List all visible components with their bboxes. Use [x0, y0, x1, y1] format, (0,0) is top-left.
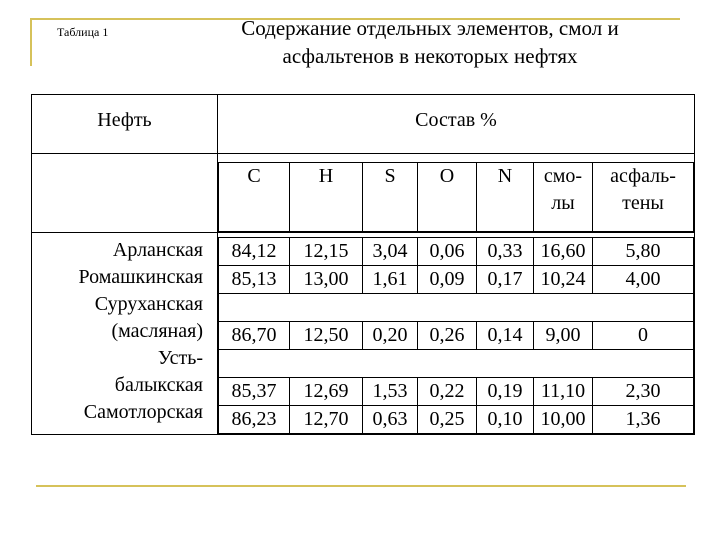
value-o: 0,22	[418, 378, 477, 406]
value-c: 86,23	[219, 406, 290, 434]
oil-name: Усть-	[157, 347, 203, 369]
value-n: 0,17	[477, 266, 534, 294]
value-c: 86,70	[219, 322, 290, 350]
table-row	[219, 238, 694, 266]
page-title	[170, 14, 690, 70]
value-resins: 10,00	[534, 406, 593, 434]
value-resins: 10,24	[534, 266, 593, 294]
value-o: 0,26	[418, 322, 477, 350]
title-line-1: Содержание отдельных элементов, смол и	[241, 16, 619, 40]
value-s: 0,20	[363, 322, 418, 350]
oil-name: Арланская	[112, 239, 203, 261]
value-o: 0,25	[418, 406, 477, 434]
decorative-bottom-line	[36, 485, 686, 487]
value-asphaltenes: 4,00	[593, 266, 694, 294]
components-header	[218, 162, 694, 232]
col-c: С	[219, 163, 290, 232]
col-asphaltenes-line1: асфаль-	[610, 165, 676, 187]
value-h: 12,15	[290, 238, 363, 266]
col-resins	[534, 163, 593, 232]
spacer-row	[219, 350, 694, 378]
title-line-2: асфальтенов в некоторых нефтях	[282, 44, 578, 68]
value-n: 0,14	[477, 322, 534, 350]
col-o: O	[418, 163, 477, 232]
decorative-vertical-line	[30, 18, 32, 66]
col-resins-line2: лы	[551, 192, 575, 214]
value-c: 84,12	[219, 238, 290, 266]
value-resins: 11,10	[534, 378, 593, 406]
header-oil-empty	[32, 154, 218, 233]
value-h: 12,69	[290, 378, 363, 406]
value-asphaltenes: 1,36	[593, 406, 694, 434]
value-s: 1,61	[363, 266, 418, 294]
values-cell	[218, 233, 695, 435]
value-o: 0,06	[418, 238, 477, 266]
table-label: Таблица 1	[57, 25, 109, 39]
composition-table	[31, 94, 695, 435]
oil-name: Суруханская	[94, 293, 203, 315]
value-asphaltenes: 0	[593, 322, 694, 350]
value-resins: 16,60	[534, 238, 593, 266]
value-h: 12,70	[290, 406, 363, 434]
header-components-cell	[218, 154, 695, 233]
value-asphaltenes: 2,30	[593, 378, 694, 406]
col-asphaltenes	[593, 163, 694, 232]
oil-name: балыкская	[114, 374, 203, 396]
header-oil: Нефть	[32, 95, 218, 154]
col-h: Н	[290, 163, 363, 232]
oil-name: (масляная)	[111, 320, 203, 342]
col-n: N	[477, 163, 534, 232]
oil-name: Ромашкинская	[78, 266, 203, 288]
value-h: 12,50	[290, 322, 363, 350]
table-row	[219, 378, 694, 406]
oil-names-cell	[32, 233, 218, 435]
value-n: 0,10	[477, 406, 534, 434]
value-o: 0,09	[418, 266, 477, 294]
value-s: 3,04	[363, 238, 418, 266]
value-c: 85,37	[219, 378, 290, 406]
value-asphaltenes: 5,80	[593, 238, 694, 266]
header-composition: Состав %	[218, 95, 695, 154]
col-resins-line1: смо-	[543, 165, 583, 187]
value-n: 0,33	[477, 238, 534, 266]
table-row	[219, 406, 694, 434]
value-s: 0,63	[363, 406, 418, 434]
col-s: S	[363, 163, 418, 232]
value-s: 1,53	[363, 378, 418, 406]
value-h: 13,00	[290, 266, 363, 294]
values-table	[218, 237, 694, 434]
oil-name: Самотлорская	[83, 401, 203, 423]
table-row	[219, 322, 694, 350]
table-row	[219, 266, 694, 294]
value-c: 85,13	[219, 266, 290, 294]
value-resins: 9,00	[534, 322, 593, 350]
value-n: 0,19	[477, 378, 534, 406]
col-asphaltenes-line2: тены	[622, 192, 664, 214]
spacer-row	[219, 294, 694, 322]
